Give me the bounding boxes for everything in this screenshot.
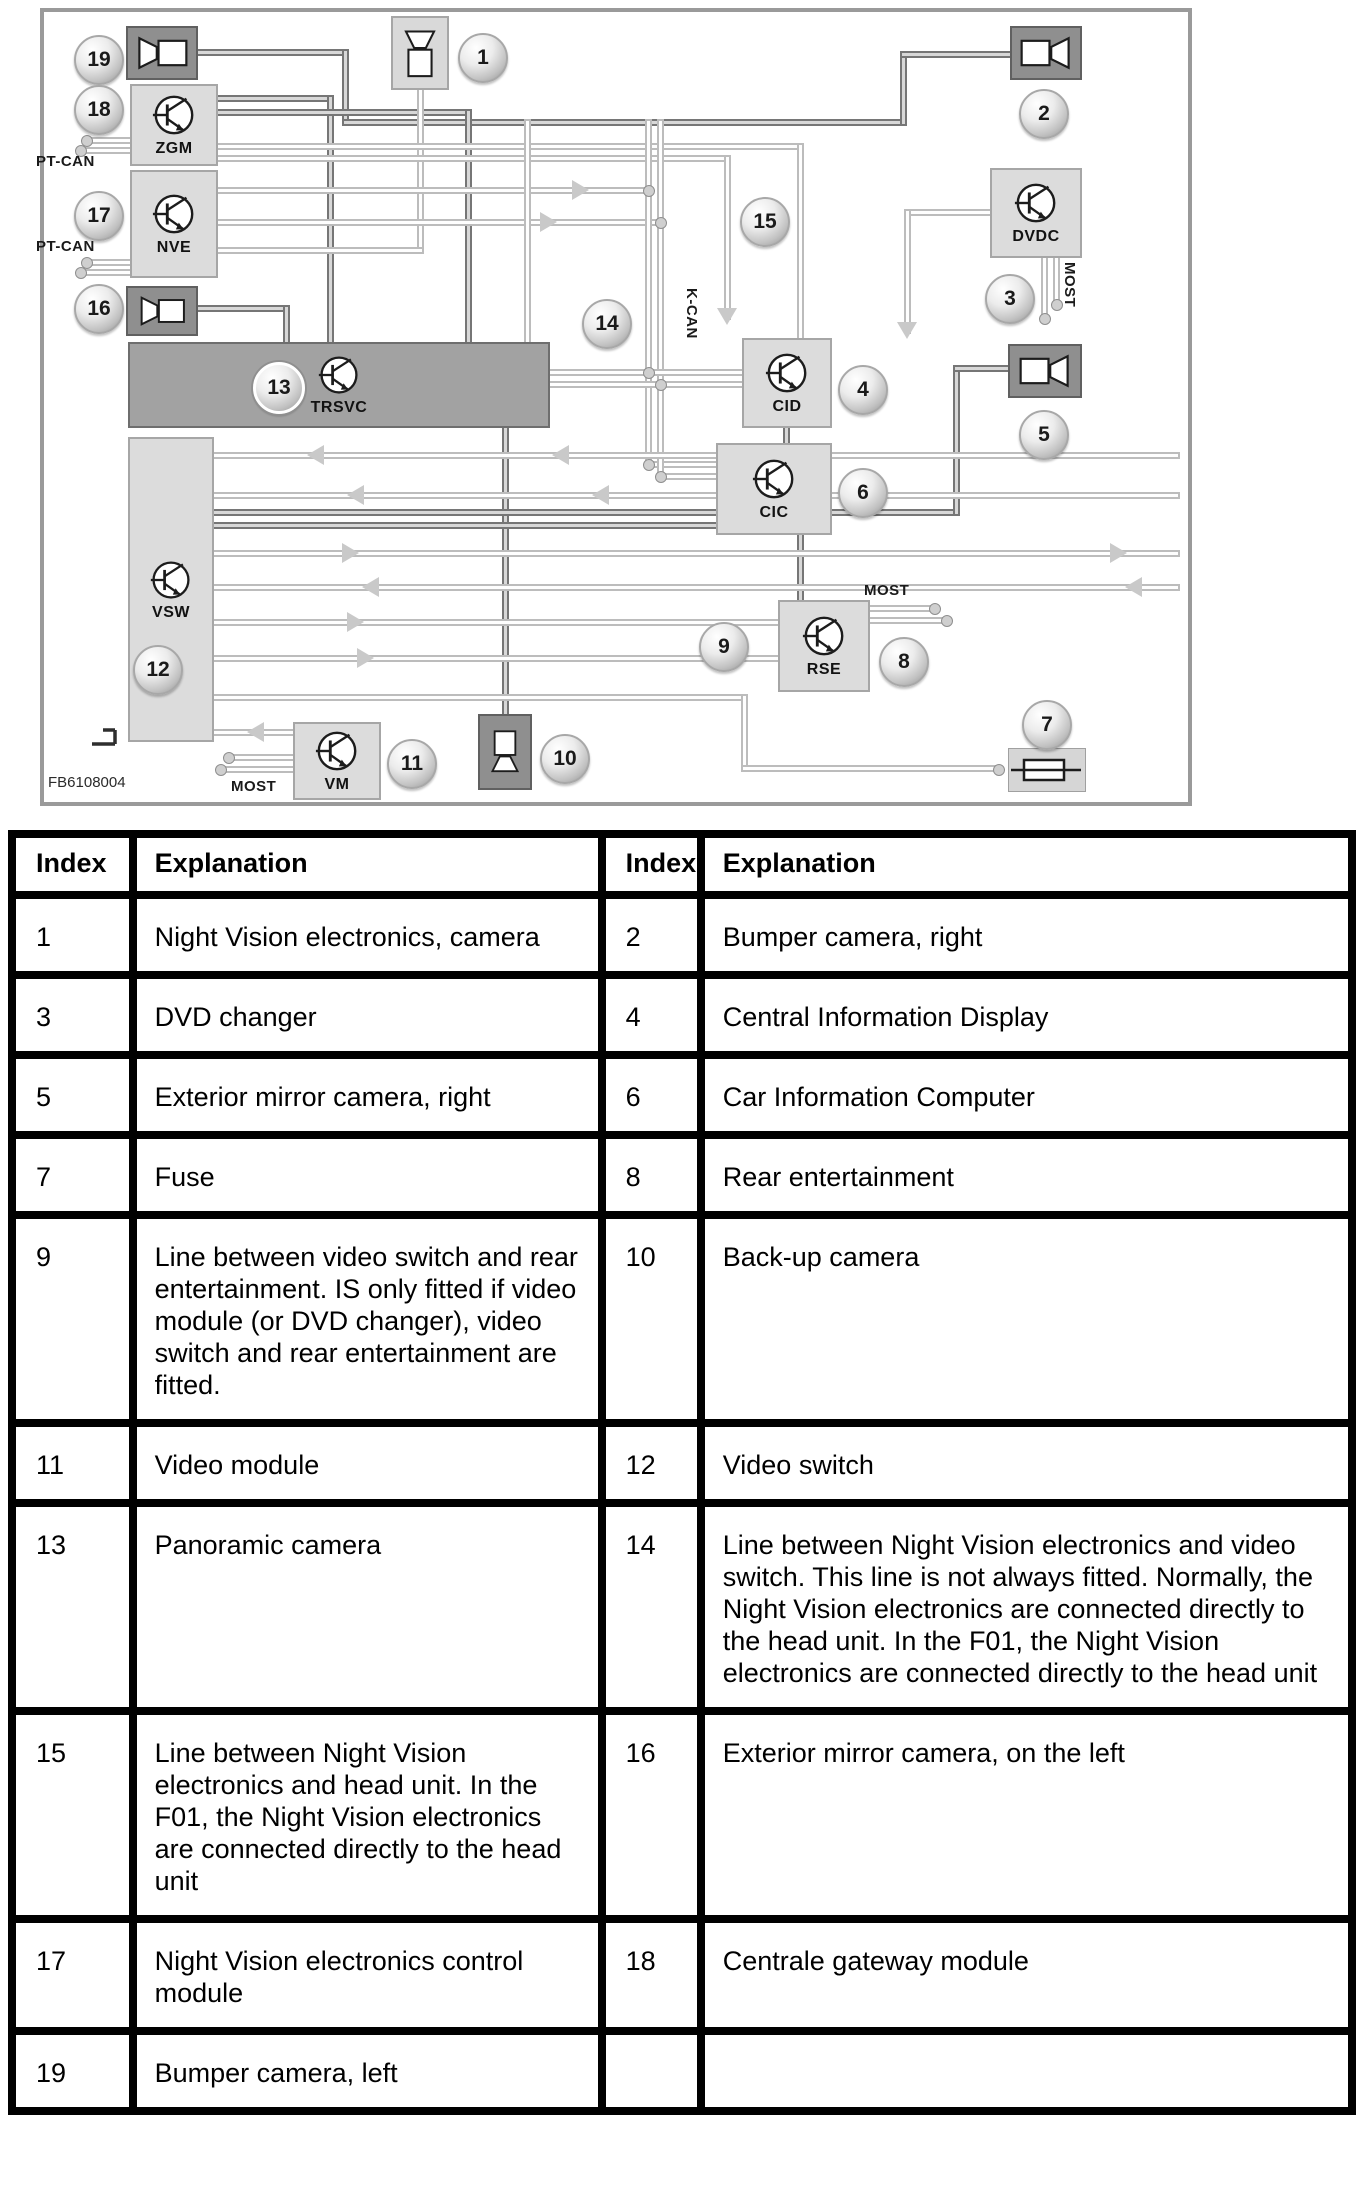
explanation-cell: Bumper camera, right	[701, 895, 1352, 975]
index-cell: 16	[602, 1711, 701, 1919]
bus-label-most: MOST	[864, 582, 910, 599]
wire-connector	[215, 764, 227, 776]
explanation-cell: Fuse	[133, 1135, 602, 1215]
explanation-cell: Rear entertainment	[701, 1135, 1352, 1215]
index-cell: 19	[12, 2031, 133, 2111]
camera-icon	[133, 33, 191, 73]
wire-connector	[643, 367, 655, 379]
index-cell: 1	[12, 895, 133, 975]
module-label: CID	[772, 398, 802, 415]
explanation-cell: Line between Night Vision electronics and head unit. In the F01, the Night Vision electronics are connected directly to the head unit	[133, 1711, 602, 1919]
diagram-code: FB6108004	[48, 774, 126, 791]
explanation-cell: Exterior mirror camera, on the left	[701, 1711, 1352, 1919]
wire-arrow-icon	[592, 485, 609, 505]
index-cell: 2	[602, 895, 701, 975]
wire-connector	[75, 267, 87, 279]
wire-arrow-icon	[362, 577, 379, 597]
wire	[211, 584, 1180, 591]
camera-icon	[133, 293, 191, 329]
module-label: VSW	[152, 603, 190, 621]
wire-arrow-icon	[540, 212, 557, 232]
wire-arrow-icon	[357, 648, 374, 668]
wire-arrow-icon	[717, 308, 737, 325]
index-badge-6: 6	[838, 468, 888, 518]
wire-connector	[1039, 313, 1051, 325]
ground-icon	[88, 722, 124, 753]
wire-arrow-icon	[347, 612, 364, 632]
legend-table	[8, 830, 1356, 2115]
index-cell: 11	[12, 1423, 133, 1503]
transistor-icon	[149, 558, 193, 602]
wire	[724, 155, 731, 320]
column-header: Explanation	[701, 834, 1352, 895]
camera-icon	[1017, 33, 1075, 73]
index-badge-14: 14	[582, 299, 632, 349]
index-badge-15: 15	[740, 197, 790, 247]
wire	[342, 119, 907, 126]
index-badge-17: 17	[74, 191, 124, 241]
wire	[227, 754, 297, 761]
wire	[1041, 255, 1048, 320]
wire	[417, 87, 424, 254]
wire	[215, 247, 424, 254]
index-cell: 12	[602, 1423, 701, 1503]
explanation-cell: Night Vision electronics control module	[133, 1919, 602, 2031]
bus-label-most: MOST	[231, 778, 277, 795]
wire-connector	[993, 764, 1005, 776]
night-vision-camera	[391, 16, 449, 90]
explanation-cell: Central Information Display	[701, 975, 1352, 1055]
backup-camera	[478, 714, 532, 790]
wire	[215, 109, 472, 116]
index-badge-18: 18	[74, 85, 124, 135]
wire	[195, 305, 290, 312]
bus-label-pt-can: PT-CAN	[36, 153, 95, 170]
fuse-icon	[1008, 748, 1086, 792]
wire	[904, 209, 911, 334]
table-row	[12, 975, 1352, 1055]
exterior-mirror-camera-right	[1008, 344, 1082, 398]
explanation-cell: Car Information Computer	[701, 1055, 1352, 1135]
transistor-icon	[751, 456, 797, 502]
camera-icon	[488, 721, 522, 783]
wire	[900, 51, 1016, 58]
index-cell: 5	[12, 1055, 133, 1135]
exterior-mirror-camera-left	[126, 286, 198, 336]
wire	[215, 219, 664, 226]
wire	[502, 425, 509, 718]
explanation-cell: Line between video switch and rear entertainment. IS only fitted if video module (or DVD changer), video switch and rear entertainment are fitted.	[133, 1215, 602, 1423]
transistor-icon	[801, 613, 847, 659]
explanation-cell: Video switch	[701, 1423, 1352, 1503]
index-badge-10: 10	[540, 734, 590, 784]
wire	[215, 155, 731, 162]
wire-arrow-icon	[897, 322, 917, 339]
table-row	[12, 1215, 1352, 1423]
module-trsvc	[128, 342, 550, 428]
wire-connector	[643, 185, 655, 197]
table-row	[12, 895, 1352, 975]
wire	[904, 209, 994, 216]
table-row	[12, 1423, 1352, 1503]
camera-icon	[1015, 351, 1075, 391]
index-cell: 10	[602, 1215, 701, 1423]
wire-connector	[655, 471, 667, 483]
wire	[195, 49, 349, 56]
wire-connector	[655, 217, 667, 229]
wire	[283, 305, 290, 346]
explanation-cell: Video module	[133, 1423, 602, 1503]
column-header: Index	[12, 834, 133, 895]
wire-arrow-icon	[1110, 543, 1127, 563]
wire	[211, 655, 782, 662]
transistor-icon	[151, 92, 197, 138]
wire-connector	[655, 379, 667, 391]
wire-arrow-icon	[572, 180, 589, 200]
explanation-cell: Centrale gateway module	[701, 1919, 1352, 2031]
index-badge-9: 9	[699, 622, 749, 672]
wire-arrow-icon	[347, 485, 364, 505]
module-label: ZGM	[155, 140, 193, 157]
table-row	[12, 2031, 1352, 2111]
index-badge-12: 12	[133, 645, 183, 695]
wire-connector	[929, 603, 941, 615]
wire	[865, 605, 936, 612]
index-badge-4: 4	[838, 365, 888, 415]
index-cell	[602, 2031, 701, 2111]
explanation-cell: Bumper camera, left	[133, 2031, 602, 2111]
wire	[215, 95, 334, 102]
wire	[215, 143, 804, 150]
wire	[741, 694, 748, 772]
index-badge-1: 1	[458, 33, 508, 83]
bumper-camera-right	[1010, 26, 1082, 80]
index-badge-7: 7	[1022, 700, 1072, 750]
module-vm	[293, 722, 381, 800]
module-label: NVE	[156, 239, 192, 256]
wire	[645, 119, 652, 468]
bumper-camera-left	[126, 26, 198, 80]
wire	[741, 765, 1002, 772]
module-label: DVDC	[1012, 228, 1060, 245]
wire	[219, 766, 297, 773]
module-label: RSE	[806, 661, 842, 678]
bus-label-most: MOST	[1061, 262, 1078, 308]
index-cell: 3	[12, 975, 133, 1055]
explanation-cell	[701, 2031, 1352, 2111]
table-row	[12, 1919, 1352, 2031]
index-badge-11: 11	[387, 739, 437, 789]
table-row	[12, 1135, 1352, 1215]
wire-arrow-icon	[307, 445, 324, 465]
index-cell: 14	[602, 1503, 701, 1711]
wire	[900, 51, 907, 126]
wire	[211, 619, 782, 626]
explanation-cell: Night Vision electronics, camera	[133, 895, 602, 975]
column-header: Explanation	[133, 834, 602, 895]
column-header: Index	[602, 834, 701, 895]
legend-table-container	[8, 830, 1356, 2115]
module-cic	[716, 443, 832, 535]
explanation-cell: Panoramic camera	[133, 1503, 602, 1711]
module-rse	[778, 600, 870, 692]
index-badge-3: 3	[985, 274, 1035, 324]
wire-arrow-icon	[552, 445, 569, 465]
wire-arrow-icon	[247, 722, 264, 742]
index-badge-2: 2	[1019, 89, 1069, 139]
module-zgm	[130, 84, 218, 166]
explanation-cell: Exterior mirror camera, right	[133, 1055, 602, 1135]
wire	[953, 365, 1012, 372]
transistor-icon	[314, 728, 360, 774]
index-badge-13: 13	[253, 362, 305, 414]
transistor-icon	[151, 191, 197, 237]
module-dvdc	[990, 168, 1082, 258]
wire-connector	[643, 459, 655, 471]
module-vsw	[128, 437, 214, 742]
camera-icon	[401, 23, 439, 83]
transistor-icon	[1013, 180, 1059, 226]
index-badge-19: 19	[74, 35, 124, 85]
wire	[524, 119, 531, 346]
module-nve	[130, 170, 218, 278]
bus-label-k-can: K-CAN	[683, 288, 700, 339]
transistor-icon	[317, 353, 361, 397]
index-cell: 7	[12, 1135, 133, 1215]
wire	[657, 119, 664, 480]
index-cell: 9	[12, 1215, 133, 1423]
index-cell: 18	[602, 1919, 701, 2031]
index-badge-8: 8	[879, 637, 929, 687]
module-cid	[742, 338, 832, 428]
wire	[797, 143, 804, 342]
module-label: VM	[324, 776, 350, 793]
legend-header-row	[12, 834, 1352, 895]
module-label: CIC	[759, 504, 789, 521]
explanation-cell: Back-up camera	[701, 1215, 1352, 1423]
index-cell: 15	[12, 1711, 133, 1919]
index-badge-16: 16	[74, 284, 124, 334]
wire-arrow-icon	[342, 543, 359, 563]
index-cell: 6	[602, 1055, 701, 1135]
explanation-cell: DVD changer	[133, 975, 602, 1055]
explanation-cell: Line between Night Vision electronics and video switch. This line is not always fitted. Normally, the Night Vision electronics are connected directly to the head unit. In the F01, the Night Vision electronics are connected directly to the head unit	[701, 1503, 1352, 1711]
wire	[547, 381, 746, 388]
wire-arrow-icon	[1125, 577, 1142, 597]
wire	[211, 694, 748, 701]
index-badge-5: 5	[1019, 410, 1069, 460]
table-row	[12, 1055, 1352, 1135]
wire-connector	[941, 615, 953, 627]
wire	[865, 617, 948, 624]
index-cell: 4	[602, 975, 701, 1055]
table-row	[12, 1503, 1352, 1711]
index-cell: 8	[602, 1135, 701, 1215]
bus-label-pt-can: PT-CAN	[36, 238, 95, 255]
wire-connector	[223, 752, 235, 764]
index-cell: 17	[12, 1919, 133, 2031]
module-label: TRSVC	[310, 399, 368, 416]
index-cell: 13	[12, 1503, 133, 1711]
transistor-icon	[764, 350, 810, 396]
table-row	[12, 1711, 1352, 1919]
